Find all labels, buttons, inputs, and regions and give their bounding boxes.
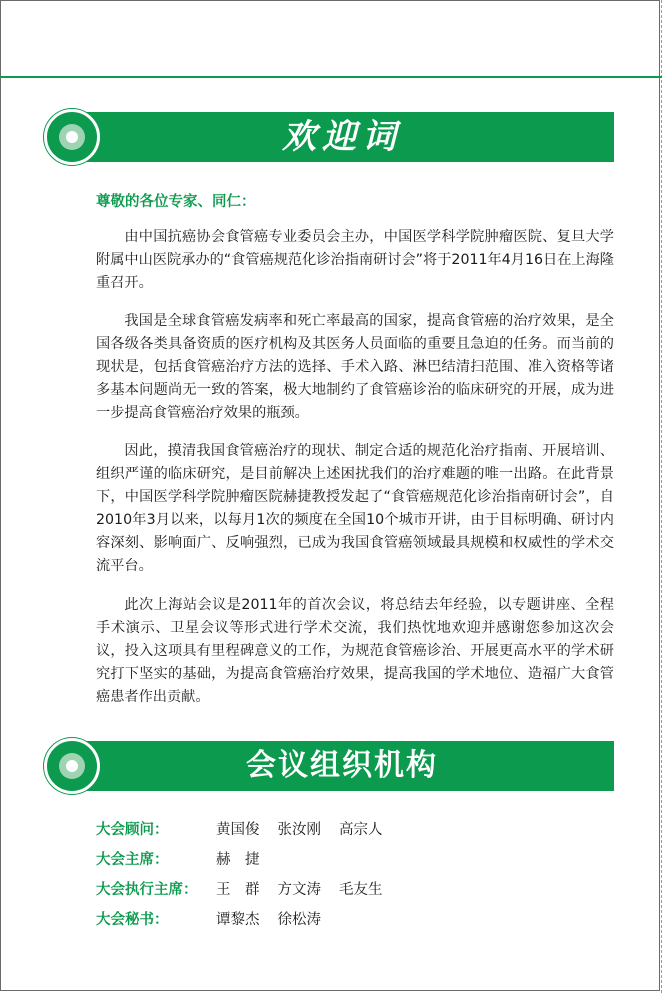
welcome-header (44, 110, 614, 164)
welcome-title: 欢迎词 (282, 117, 402, 157)
org-member: 赫 捷 (216, 852, 260, 868)
paragraph-1: 由中国抗癌协会食管癌专业委员会主办，中国医学科学院肿瘤医院、复旦大学附属中山医院承办的“食管癌规范化诊治指南研讨会”将于2011年4月16日在上海隆重召开。 (96, 229, 614, 291)
org-role: 大会主席： (96, 852, 169, 868)
org-member: 徐松涛 (277, 912, 321, 928)
org-member: 张汝刚 (277, 822, 321, 838)
org-member: 谭黎杰 (216, 912, 260, 928)
org-member: 高宗人 (339, 822, 383, 838)
org-names (216, 848, 278, 872)
organization-header (44, 739, 614, 793)
org-member: 毛友生 (339, 882, 383, 898)
org-names (216, 908, 339, 932)
org-role: 大会执行主席： (96, 882, 198, 898)
salutation: 尊敬的各位专家、同仁： (96, 194, 256, 210)
organization-title: 会议组织机构 (246, 748, 438, 783)
paragraph-3: 因此，摸清我国食管癌治疗的现状、制定合适的规范化治疗指南、开展培训、组织严谨的临床研究，是目前解决上述困扰我们的治疗难题的唯一出路。在此背景下，中国医学科学院肿瘤医院赫捷教授发起了“食管癌规范化诊治指南研讨会”，自2010年3月以来，以每月1次的频度在全国10个城市开讲，由于目标明确、研讨内容深刻、影响面广、反响强烈，已成为我国食管癌领域最具规模和权威性的学术交流平台。 (96, 443, 614, 574)
org-names (216, 818, 401, 842)
org-member: 王 群 (216, 882, 260, 898)
org-names (216, 878, 401, 902)
top-rule (0, 76, 662, 78)
org-member: 黄国俊 (216, 822, 260, 838)
org-role: 大会顾问： (96, 822, 169, 838)
paragraph-2: 我国是全球食管癌发病率和死亡率最高的国家，提高食管癌的治疗效果，是全国各级各类具备资质的医疗机构及其医务人员面临的重要且急迫的任务。而当前的现状是，包括食管癌治疗方法的选择、手术入路、淋巴结清扫范围、准入资格等诸多基本问题尚无一致的答案，极大地制约了食管癌诊治的临床研究的开展，成为进一步提高食管癌治疗效果的瓶颈。 (96, 313, 614, 421)
paragraph-4: 此次上海站会议是2011年的首次会议，将总结去年经验，以专题讲座、全程手术演示、卫星会议等形式进行学术交流，我们热忱地欢迎并感谢您参加这次会议，投入这项具有里程碑意义的工作，为规范食管癌诊治、开展更高水平的学术研究打下坚实的基础，为提高食管癌治疗效果，提高我国的学术地位、造福广大食管癌患者作出贡献。 (96, 597, 614, 705)
org-role: 大会秘书： (96, 912, 169, 928)
org-member: 方文涛 (277, 882, 321, 898)
